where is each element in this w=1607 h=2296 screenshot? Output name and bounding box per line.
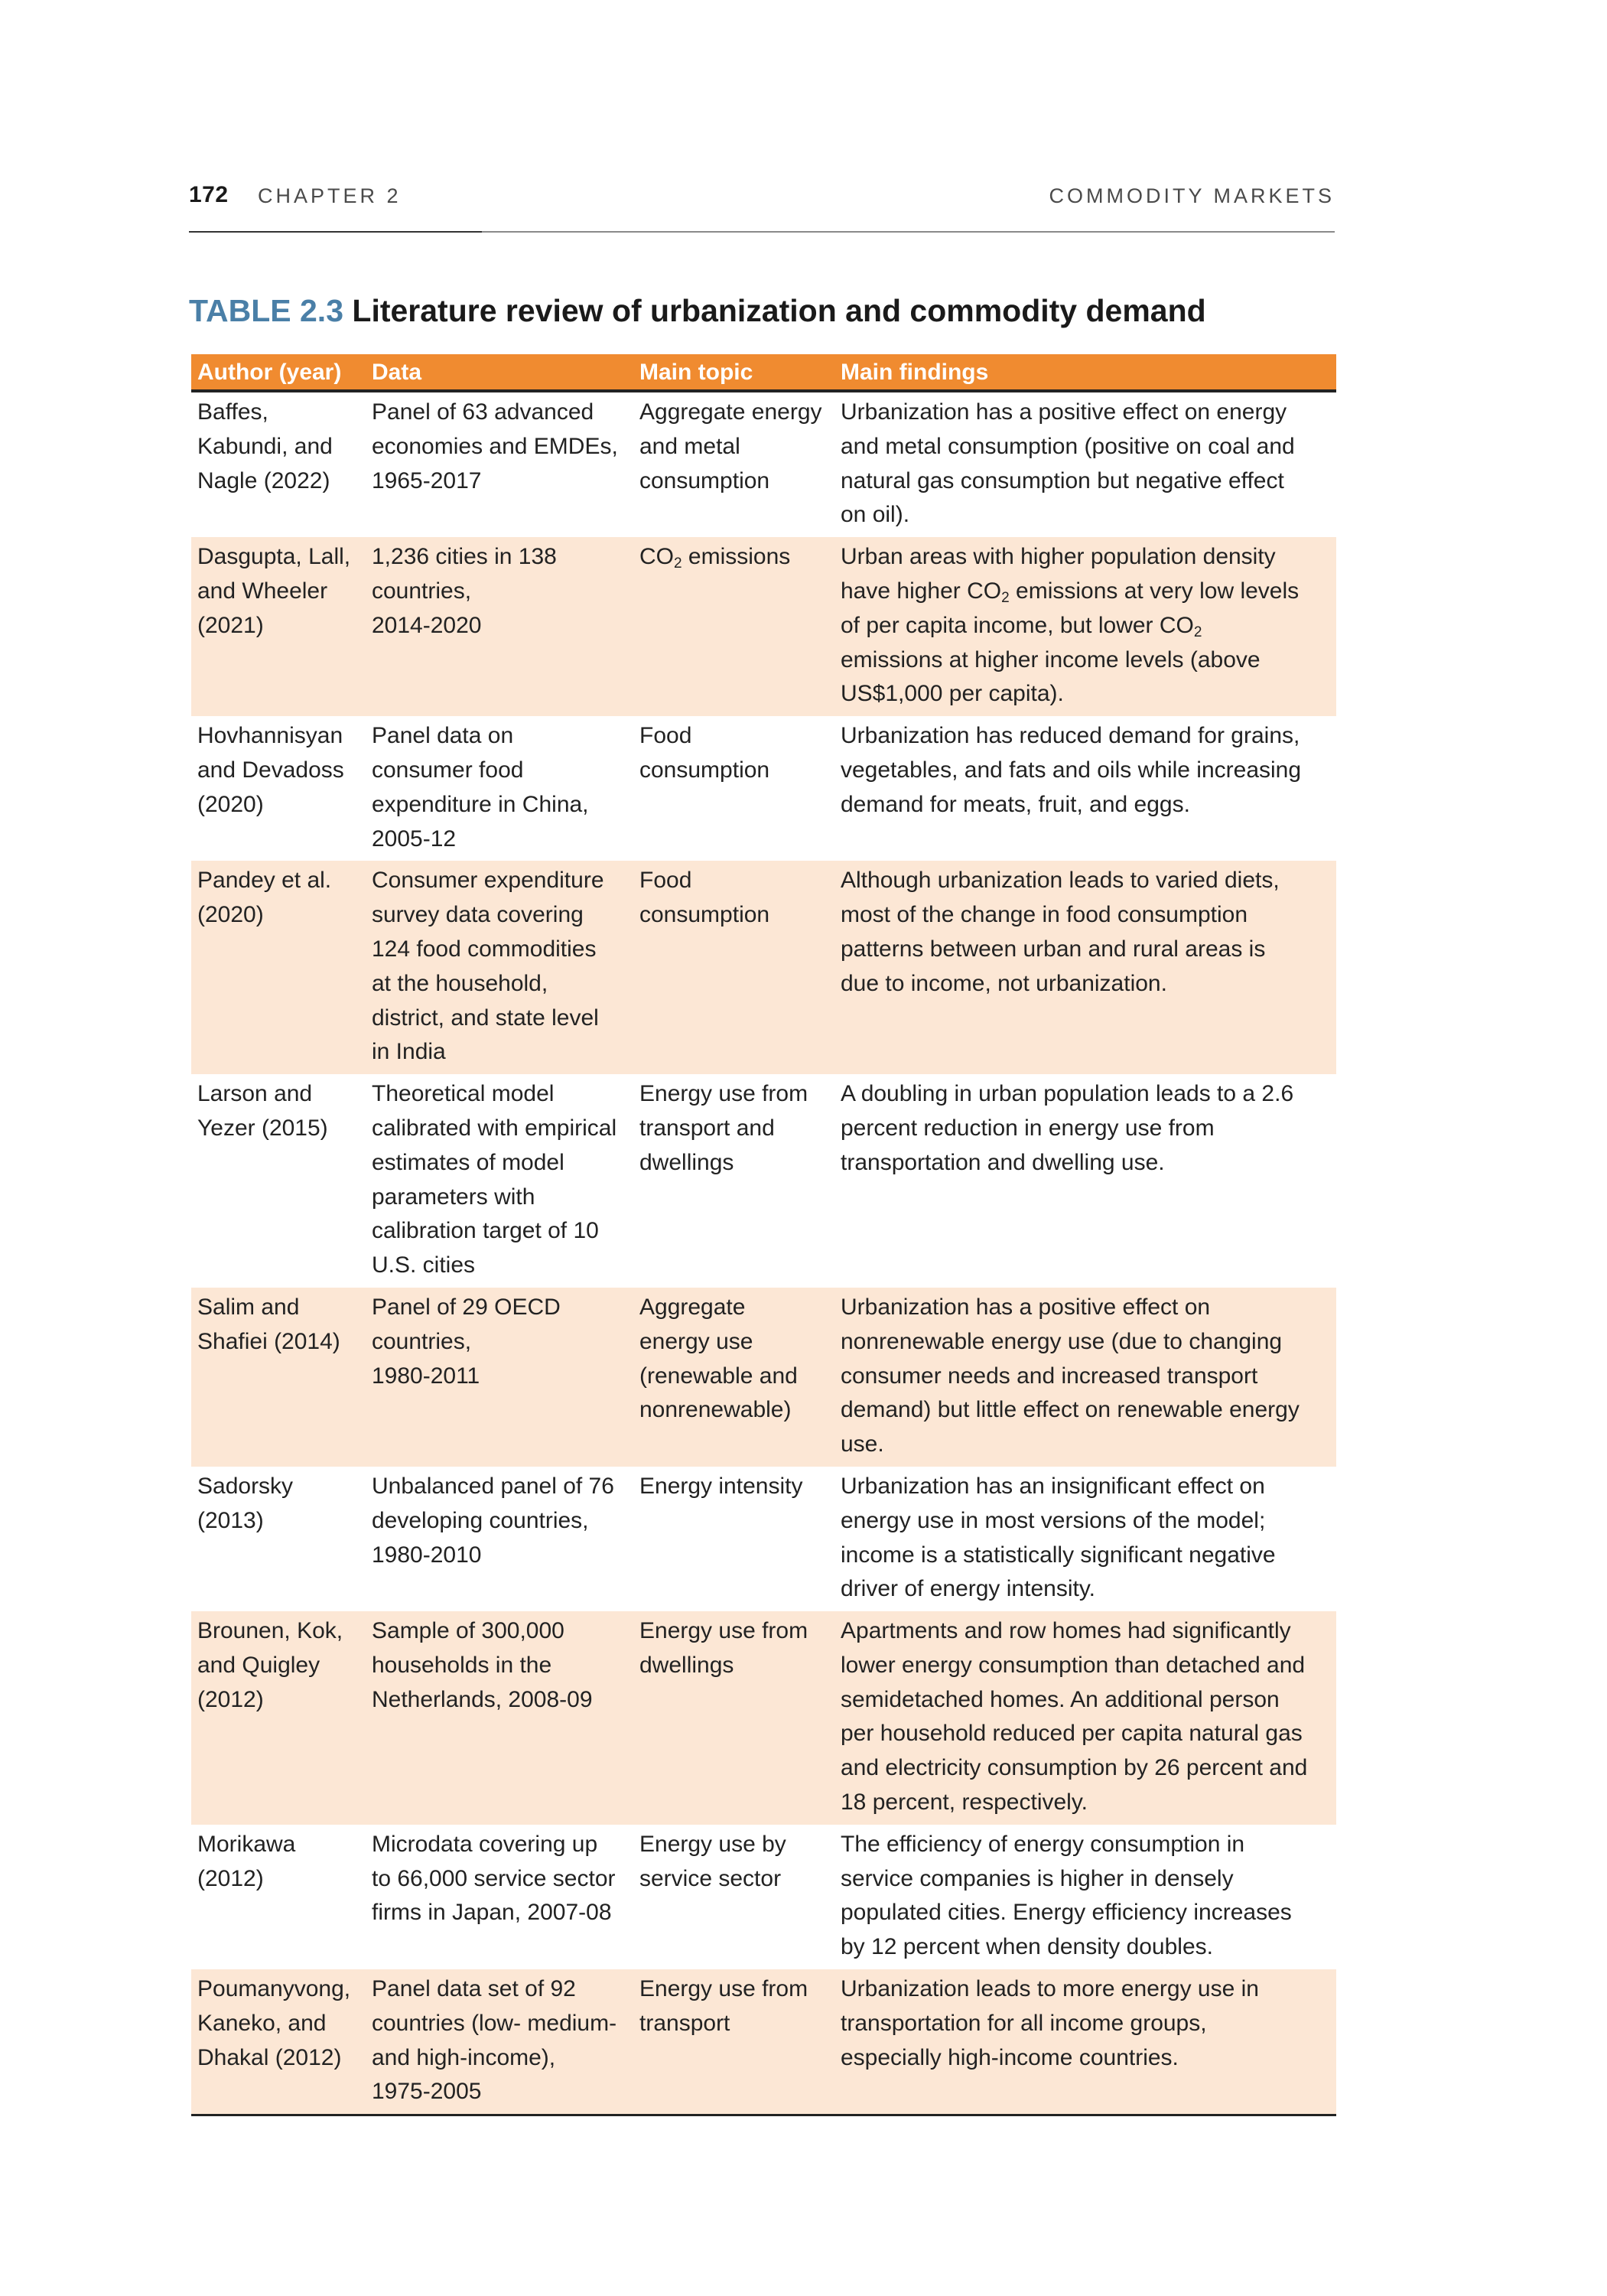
topic-text: Energy intensity	[639, 1473, 803, 1499]
data-cell	[366, 1611, 633, 1825]
author-text: Pandey et al. (2020)	[197, 868, 332, 928]
author-cell	[191, 1467, 366, 1611]
column-header-author: Author (year)	[191, 354, 366, 391]
data-cell	[366, 1288, 633, 1467]
table-row	[191, 1825, 1336, 1969]
topic-cell	[633, 1467, 834, 1611]
table-number: TABLE 2.3	[189, 293, 343, 328]
findings-cell	[834, 1288, 1336, 1467]
author-text: Sadorsky (2013)	[197, 1473, 294, 1533]
topic-cell	[633, 716, 834, 861]
author-cell	[191, 537, 366, 716]
topic-text: Energy use by service sector	[639, 1831, 786, 1891]
data-text: Panel of 63 advanced economies and EMDEs, 1965-2017	[372, 399, 618, 493]
data-text: 1,236 cities in 138 countries, 2014-2020	[372, 544, 557, 638]
data-cell	[366, 1969, 633, 2115]
table-header-row	[191, 354, 1336, 391]
data-cell	[366, 537, 633, 716]
subscript-2: 2	[1001, 589, 1010, 606]
topic-cell	[633, 537, 834, 716]
topic-cell	[633, 391, 834, 537]
topic-cell	[633, 1611, 834, 1825]
findings-text: Urbanization has an insignificant effect on energy use in most versions of the model; income is a statistically significant negative driver of energy intensity.	[841, 1473, 1276, 1602]
table-row	[191, 1467, 1336, 1611]
table-row	[191, 861, 1336, 1074]
findings-text: Although urbanization leads to varied diets, most of the change in food consumption patterns between urban and rural areas is due to income, not urbanization.	[841, 868, 1280, 996]
data-text: Consumer expenditure survey data covering 124 food commodities at the household, district, and state level in India	[372, 868, 604, 1065]
author-cell	[191, 1288, 366, 1467]
topic-text: Food consumption	[639, 723, 770, 783]
table-row	[191, 1969, 1336, 2115]
table-row	[191, 391, 1336, 537]
table-row	[191, 537, 1336, 716]
data-cell	[366, 391, 633, 537]
data-cell	[366, 716, 633, 861]
running-head	[189, 182, 1335, 233]
section-label: COMMODITY MARKETS	[1049, 184, 1335, 207]
table-row	[191, 1611, 1336, 1825]
findings-cell	[834, 391, 1336, 537]
column-header-data: Data	[366, 354, 633, 391]
findings-cell	[834, 1467, 1336, 1611]
findings-text: Urbanization has a positive effect on energy and metal consumption (positive on coal and natural gas consumption but negative effect on oil).	[841, 399, 1295, 528]
author-text: Morikawa (2012)	[197, 1831, 296, 1891]
column-header-topic: Main topic	[633, 354, 834, 391]
findings-text-part: Urban areas with higher population density have higher CO	[841, 544, 1276, 604]
header-rule-accent	[189, 231, 482, 233]
topic-text: Energy use from transport	[639, 1976, 808, 2036]
findings-text: Urbanization leads to more energy use in transportation for all income groups, especially high-income countries.	[841, 1976, 1259, 2070]
data-cell	[366, 1467, 633, 1611]
data-text: Theoretical model calibrated with empirical estimates of model parameters with calibration target of 10 U.S. cities	[372, 1081, 617, 1278]
findings-cell	[834, 1074, 1336, 1288]
findings-text	[841, 540, 1330, 712]
data-text: Panel data set of 92 countries (low- medium- and high-income), 1975-2005	[372, 1976, 617, 2105]
author-cell	[191, 391, 366, 537]
author-text: Brounen, Kok, and Quigley (2012)	[197, 1618, 343, 1712]
findings-cell	[834, 1611, 1336, 1825]
author-text: Poumanyvong, Kaneko, and Dhakal (2012)	[197, 1976, 351, 2070]
topic-text: Energy use from dwellings	[639, 1618, 808, 1678]
author-cell	[191, 1611, 366, 1825]
findings-text: Urbanization has reduced demand for grains, vegetables, and fats and oils while increasing demand for meats, fruit, and eggs.	[841, 723, 1302, 817]
topic-text-part: emissions	[682, 544, 791, 570]
findings-cell	[834, 861, 1336, 1074]
author-text: Dasgupta, Lall, and Wheeler (2021)	[197, 544, 351, 638]
topic-cell	[633, 861, 834, 1074]
findings-text-part: emissions at higher income levels (above US$1,000 per capita).	[841, 646, 1261, 707]
topic-cell	[633, 1288, 834, 1467]
author-cell	[191, 1074, 366, 1288]
table-row	[191, 716, 1336, 861]
topic-text: Aggregate energy and metal consumption	[639, 399, 822, 493]
author-text: Larson and Yezer (2015)	[197, 1081, 328, 1141]
page-number: 172	[189, 182, 229, 207]
subscript-2: 2	[1193, 624, 1202, 640]
data-cell	[366, 1074, 633, 1288]
table-title	[189, 293, 1336, 329]
author-text: Salim and Shafiei (2014)	[197, 1294, 340, 1354]
author-cell	[191, 1825, 366, 1969]
literature-review-table	[191, 354, 1336, 2116]
topic-text: Energy use from transport and dwellings	[639, 1081, 808, 1175]
column-header-findings: Main findings	[834, 354, 1336, 391]
table-row	[191, 1074, 1336, 1288]
topic-text: Aggregate energy use (renewable and nonrenewable)	[639, 1294, 798, 1423]
findings-text-part: emissions at very low levels of per capita income, but lower CO	[841, 578, 1300, 638]
data-text: Panel data on consumer food expenditure in China, 2005-12	[372, 723, 589, 852]
topic-cell	[633, 1969, 834, 2115]
topic-cell	[633, 1074, 834, 1288]
findings-text: A doubling in urban population leads to a 2.6 percent reduction in energy use from transportation and dwelling use.	[841, 1081, 1294, 1175]
topic-text-part: CO	[639, 544, 674, 570]
findings-cell	[834, 537, 1336, 716]
data-text: Unbalanced panel of 76 developing countries, 1980-2010	[372, 1473, 614, 1568]
findings-text: The efficiency of energy consumption in service companies is higher in densely populated cities. Energy efficiency increases by 12 percent when density doubles.	[841, 1831, 1292, 1960]
topic-cell	[633, 1825, 834, 1969]
header-rule	[482, 231, 1335, 233]
data-cell	[366, 1825, 633, 1969]
topic-text	[639, 540, 828, 575]
findings-cell	[834, 1969, 1336, 2115]
author-cell	[191, 861, 366, 1074]
findings-cell	[834, 1825, 1336, 1969]
topic-text: Food consumption	[639, 868, 770, 928]
subscript-2: 2	[674, 555, 682, 572]
chapter-label: CHAPTER 2	[258, 184, 402, 207]
data-text: Panel of 29 OECD countries, 1980-2011	[372, 1294, 561, 1389]
author-text: Hovhannisyan and Devadoss (2020)	[197, 723, 344, 817]
author-cell	[191, 1969, 366, 2115]
author-text: Baffes, Kabundi, and Nagle (2022)	[197, 399, 333, 493]
author-cell	[191, 716, 366, 861]
data-text: Sample of 300,000 households in the Netherlands, 2008-09	[372, 1618, 593, 1712]
data-cell	[366, 861, 633, 1074]
table-row	[191, 1288, 1336, 1467]
findings-text: Urbanization has a positive effect on nonrenewable energy use (due to changing consumer needs and increased transport demand) but little effect on renewable energy use.	[841, 1294, 1300, 1457]
data-text: Microdata covering up to 66,000 service sector firms in Japan, 2007-08	[372, 1831, 616, 1926]
table-title-text: Literature review of urbanization and commodity demand	[352, 293, 1206, 328]
findings-cell	[834, 716, 1336, 861]
findings-text: Apartments and row homes had significantly lower energy consumption than detached and semidetached homes. An additional person per household reduced per capita natural gas and electricity consumption by 26 percent and 18 percent, respectively.	[841, 1618, 1308, 1816]
